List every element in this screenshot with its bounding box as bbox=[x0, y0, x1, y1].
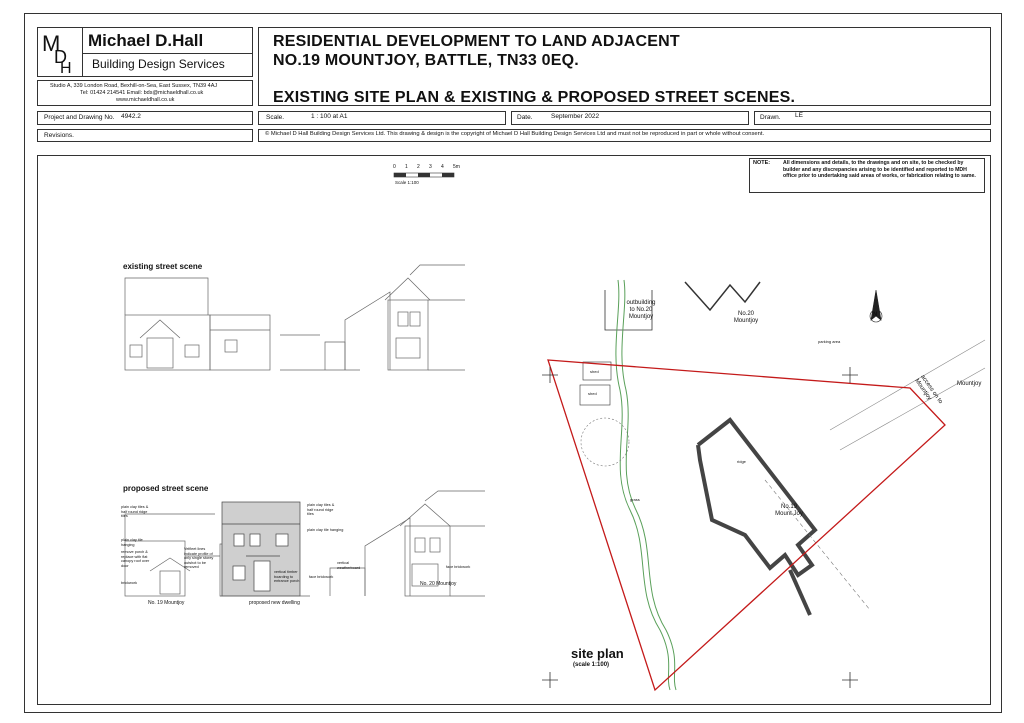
scale-tick-4: 4 bbox=[441, 164, 444, 170]
scale-tick-2: 2 bbox=[417, 164, 420, 170]
proposed-scene-heading: proposed street scene bbox=[123, 484, 209, 493]
drawn-label: Drawn. bbox=[760, 114, 781, 121]
svg-text:M: M bbox=[42, 31, 61, 56]
annotation-5: brickwork bbox=[121, 581, 138, 585]
contact-text: Tel: 01424 214541 Email: bds@michaeldhall.co.uk bbox=[80, 90, 204, 96]
access-label: access on to Mountjoy bbox=[913, 374, 944, 406]
note-text: All dimensions and details, to the drawings and on site, to be checked by builder and any discrepancies arising to be identified and reported to MDH office prior to undertaking said areas of works, or fabrication relating to same. bbox=[783, 160, 976, 180]
date-cell bbox=[511, 111, 749, 125]
existing-scene-heading: existing street scene bbox=[123, 262, 203, 271]
annotation-4: Velfleet lines indicate profile of only single storey outshot to be removed bbox=[184, 547, 214, 569]
outbuilding-label: outbuilding to No.20 Mountjoy bbox=[626, 300, 656, 320]
existing-street-elevation bbox=[120, 260, 470, 375]
company-name: Michael D.Hall bbox=[88, 31, 204, 50]
drawing-title-line2: NO.19 MOUNTJOY, BATTLE, TN33 0EQ. bbox=[273, 52, 579, 69]
annotation-11: face brickwork bbox=[446, 565, 471, 569]
site-plan-drawing bbox=[540, 270, 990, 700]
grass-label: grass bbox=[630, 497, 640, 502]
annotation-3: remove porch & replace with flat canopy roof over door bbox=[121, 550, 150, 568]
label-proposed-dwelling: proposed new dwelling bbox=[249, 600, 300, 606]
label-no20: No. 20 Mountjoy bbox=[420, 581, 457, 587]
ridge-label: ridge bbox=[737, 459, 746, 464]
annotation-1: plain clay tiles & half round ridge tiles bbox=[121, 505, 149, 518]
company-divider bbox=[82, 53, 253, 54]
shed-label-2: shed bbox=[588, 391, 597, 396]
no19-label: No.19 Mount Joy bbox=[775, 504, 803, 517]
scale-tick-0: 0 bbox=[393, 164, 396, 170]
svg-text:D: D bbox=[54, 47, 67, 67]
annotation-10: vertical weatherboard bbox=[337, 561, 361, 570]
copyright-text: © Michael D Hall Building Design Services Ltd. This drawing & design is the copyright of Michael D Hall Building Design Services Ltd and must not be reproduced in part or whole without consent. bbox=[265, 131, 765, 137]
annotation-8: plain clay tile hanging bbox=[307, 528, 344, 532]
annotation-2: plain clay tile hanging bbox=[121, 538, 143, 547]
scale-tick-5: 5m bbox=[453, 164, 460, 170]
revisions-label: Revisions. bbox=[44, 132, 74, 139]
scale-value: 1 : 100 at A1 bbox=[311, 113, 348, 120]
north-label: N bbox=[873, 312, 878, 318]
site-plan-scale: (scale 1:100) bbox=[573, 662, 610, 668]
shed-label-1: shed bbox=[590, 369, 599, 374]
scale-tick-1: 1 bbox=[405, 164, 408, 170]
scale-cell bbox=[258, 111, 506, 125]
date-label: Date. bbox=[517, 114, 533, 121]
logo-divider bbox=[82, 27, 83, 77]
address-text: Studio A, 339 London Road, Bexhill-on-Sea, East Sussex, TN39 4AJ bbox=[50, 83, 218, 89]
parking-label: parking area bbox=[818, 339, 841, 344]
date-value: September 2022 bbox=[551, 113, 600, 120]
project-value: 4942.2 bbox=[121, 113, 141, 120]
svg-text:H: H bbox=[60, 60, 72, 75]
annotation-7: plain clay tiles & half round ridge tiles bbox=[307, 503, 335, 516]
label-no19: No. 19 Mountjoy bbox=[148, 600, 185, 606]
annotation-6: vertical timber boarding to entrance porch bbox=[274, 570, 300, 583]
drawing-title-line3: EXISTING SITE PLAN & EXISTING & PROPOSED STREET SCENES. bbox=[273, 89, 796, 106]
site-plan-heading: site plan bbox=[571, 646, 624, 661]
annotation-9: face brickwork bbox=[309, 575, 334, 579]
website-text: www.michaeldhall.co.uk bbox=[116, 97, 175, 103]
drawn-value: LE bbox=[795, 112, 803, 119]
scale-label: Scale. bbox=[266, 114, 285, 121]
mdh-logo bbox=[40, 29, 80, 75]
no20-label: No.20 Mountjoy bbox=[733, 311, 759, 324]
drawn-cell bbox=[754, 111, 991, 125]
scale-tick-3: 3 bbox=[429, 164, 432, 170]
note-label: NOTE: bbox=[753, 160, 771, 166]
drawing-title-line1: RESIDENTIAL DEVELOPMENT TO LAND ADJACENT bbox=[273, 33, 680, 50]
project-label: Project and Drawing No. bbox=[44, 114, 115, 121]
mountjoy-road-label: Mountjoy bbox=[957, 381, 982, 387]
company-subtitle: Building Design Services bbox=[92, 57, 225, 71]
scale-bar-label: Scale 1:100 bbox=[395, 180, 419, 185]
